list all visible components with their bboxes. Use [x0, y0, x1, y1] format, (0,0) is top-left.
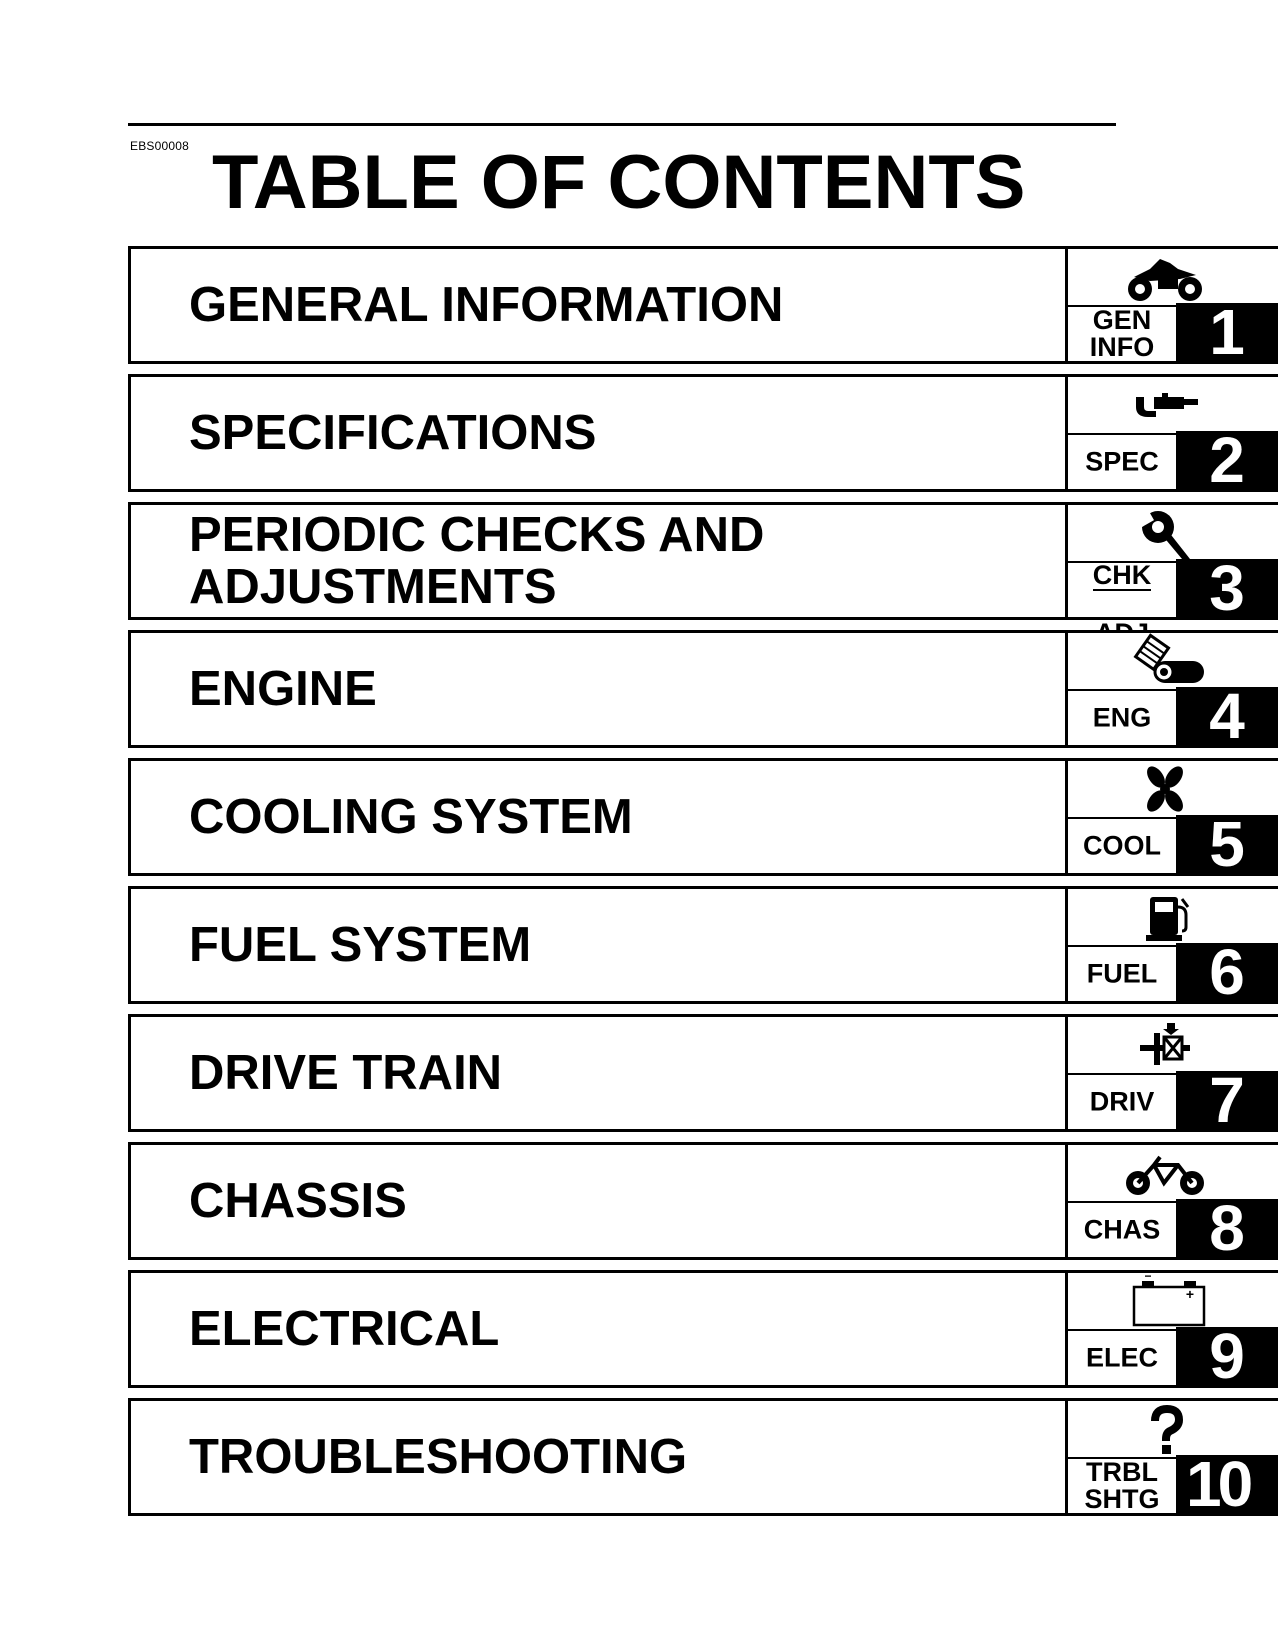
tab-abbreviation-line: CHK — [1092, 560, 1152, 590]
atv-icon — [1120, 253, 1210, 303]
chapter-number: 3 — [1209, 552, 1245, 624]
toc-entry-specifications[interactable] — [128, 374, 1068, 492]
tab-abbreviation-box — [1068, 817, 1176, 873]
tab-abbreviation-box — [1068, 305, 1176, 361]
toc-row-drive-train — [128, 1014, 1275, 1136]
chapter-number: 5 — [1209, 808, 1245, 880]
chapter-tab-3[interactable] — [1065, 502, 1278, 624]
tab-number-box — [1176, 1448, 1278, 1520]
toc-entry-electrical[interactable] — [128, 1270, 1068, 1388]
tab-abbreviation-box — [1068, 433, 1176, 489]
tab-number-box — [1176, 1192, 1278, 1264]
section-title: PERIODIC CHECKS AND ADJUSTMENTS — [189, 508, 765, 614]
chapter-tab-10[interactable] — [1065, 1398, 1278, 1520]
chapter-number: 10 — [1186, 1448, 1250, 1520]
toc-entry-drive-train[interactable] — [128, 1014, 1068, 1132]
tab-number-box — [1176, 1064, 1278, 1136]
toc-entry-periodic-checks-and-adjustments[interactable] — [128, 502, 1068, 620]
toc-row-periodic-checks — [128, 502, 1275, 624]
toc-row-troubleshooting — [128, 1398, 1275, 1520]
toc-entry-fuel-system[interactable] — [128, 886, 1068, 1004]
chapter-number: 9 — [1209, 1320, 1245, 1392]
section-title: COOLING SYSTEM — [189, 790, 633, 844]
toc-row-cooling-system — [128, 758, 1275, 880]
tab-abbreviation: ELEC — [1085, 1342, 1158, 1373]
tab-abbreviation-box — [1068, 1073, 1176, 1129]
chapter-number: 2 — [1209, 424, 1245, 496]
drive-shaft-icon — [1120, 1021, 1210, 1071]
chapter-tab-2[interactable] — [1065, 374, 1278, 496]
toc-row-general-information — [128, 246, 1275, 368]
chapter-tab-1[interactable] — [1065, 246, 1278, 368]
toc-entry-engine[interactable] — [128, 630, 1068, 748]
battery-icon — [1120, 1269, 1210, 1327]
section-title: CHASSIS — [189, 1174, 407, 1228]
svg-text:−: − — [1144, 1269, 1152, 1283]
tab-abbreviation: ENG — [1092, 702, 1152, 733]
chapter-tab-5[interactable] — [1065, 758, 1278, 880]
toc-entry-troubleshooting[interactable] — [128, 1398, 1068, 1516]
chapter-number: 1 — [1209, 296, 1245, 368]
tab-abbreviation-box — [1068, 561, 1176, 617]
tab-abbreviation: CHAS — [1083, 1214, 1161, 1245]
document-code: EBS00008 — [130, 139, 189, 153]
tab-abbreviation: FUEL — [1086, 958, 1158, 989]
atv-frame-icon — [1120, 1149, 1210, 1199]
chapter-number: 4 — [1209, 680, 1245, 752]
toc-row-electrical — [128, 1269, 1275, 1392]
tab-number-box — [1176, 936, 1278, 1008]
tab-abbreviation-box — [1068, 1329, 1176, 1385]
tab-abbreviation: TRBL SHTG — [1084, 1457, 1160, 1514]
chapter-tab-6[interactable] — [1065, 886, 1278, 1008]
section-title: ENGINE — [189, 662, 377, 716]
fuel-pump-icon — [1120, 893, 1210, 943]
chapter-tab-7[interactable] — [1065, 1014, 1278, 1136]
section-title: SPECIFICATIONS — [189, 406, 597, 460]
chapter-tab-9[interactable] — [1065, 1269, 1278, 1392]
chapter-number: 8 — [1209, 1192, 1245, 1264]
chapter-tab-4[interactable] — [1065, 630, 1278, 752]
tab-abbreviation-box — [1068, 689, 1176, 745]
toc-row-engine — [128, 630, 1275, 752]
tab-abbreviation: COOL — [1083, 830, 1161, 861]
tab-number-box — [1176, 808, 1278, 880]
chapter-number: 6 — [1209, 936, 1245, 1008]
svg-text:+: + — [1185, 1286, 1195, 1302]
piston-icon — [1120, 637, 1210, 687]
chapter-tab-8[interactable] — [1065, 1142, 1278, 1264]
toc-entry-cooling-system[interactable] — [128, 758, 1068, 876]
section-title: ELECTRICAL — [189, 1302, 500, 1356]
toc-entry-chassis[interactable] — [128, 1142, 1068, 1260]
tab-abbreviation: GEN INFO — [1089, 305, 1155, 362]
page-title: TABLE OF CONTENTS — [212, 140, 1026, 225]
tab-abbreviation: DRIV — [1089, 1086, 1155, 1117]
toc-row-specifications — [128, 374, 1275, 496]
tab-number-box — [1176, 296, 1278, 368]
tab-abbreviation-box — [1068, 945, 1176, 1001]
tab-number-box — [1176, 552, 1278, 624]
caliper-icon — [1120, 381, 1210, 431]
toc-row-fuel-system — [128, 886, 1275, 1008]
fan-icon — [1120, 765, 1210, 815]
chapter-number: 7 — [1209, 1064, 1245, 1136]
section-title: GENERAL INFORMATION — [189, 278, 784, 332]
toc-row-chassis — [128, 1142, 1275, 1264]
tab-abbreviation-box — [1068, 1457, 1176, 1513]
tab-number-box — [1176, 680, 1278, 752]
section-title: FUEL SYSTEM — [189, 918, 532, 972]
tab-number-box — [1176, 424, 1278, 496]
tab-abbreviation-box — [1068, 1201, 1176, 1257]
section-title: TROUBLESHOOTING — [189, 1430, 688, 1484]
toc-entry-general-information[interactable] — [128, 246, 1068, 364]
tab-number-box — [1176, 1320, 1278, 1392]
tab-abbreviation: SPEC — [1085, 446, 1159, 477]
top-rule — [128, 123, 1116, 126]
section-title: DRIVE TRAIN — [189, 1046, 503, 1100]
